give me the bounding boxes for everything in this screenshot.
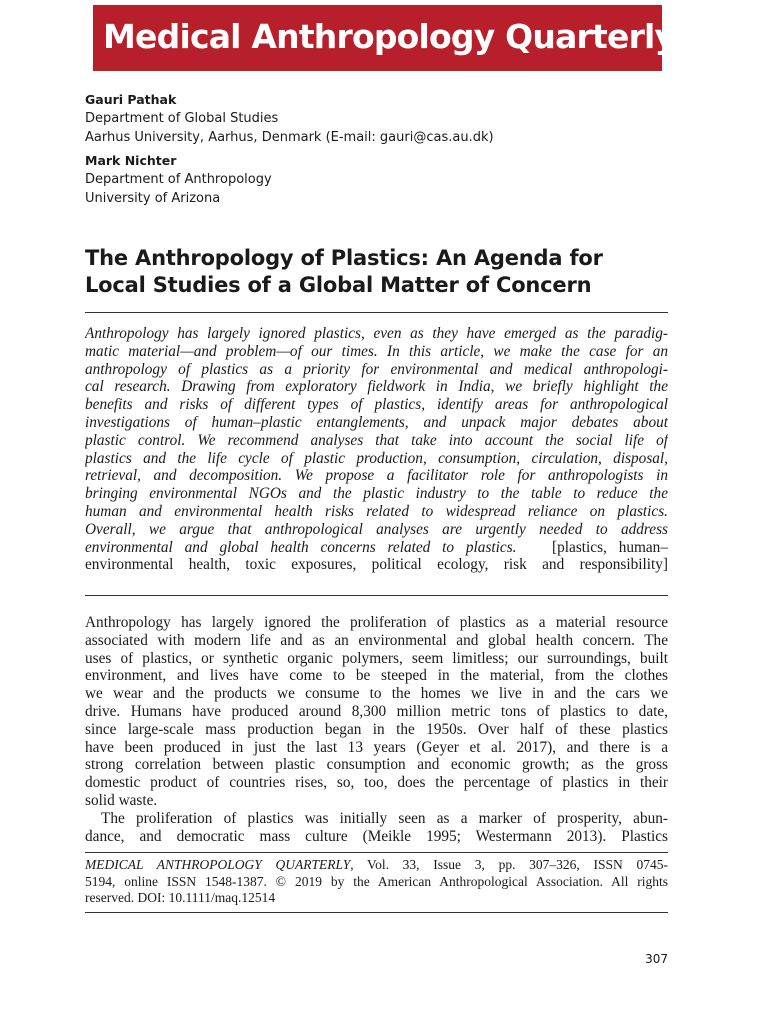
page-number: 307 <box>645 952 668 966</box>
abstract-keywords-line <box>85 539 668 557</box>
footer-divider-bottom <box>85 912 668 913</box>
author-affiliation-line: Department of Anthropology <box>85 172 272 187</box>
author-affiliation-line: Aarhus University, Aarhus, Denmark (E-mail: gauri@cas.au.dk) <box>85 130 494 145</box>
footer-line: 5194, online ISSN 1548-1387. © 2019 by the American Anthropological Association. All rights <box>85 873 668 889</box>
abstract-closing-text: environmental and global health concerns related to plastics. <box>85 538 517 556</box>
body-line: solid waste. <box>85 791 158 809</box>
abstract-line: Overall, we argue that anthropological analyses are urgently needed to address <box>85 520 668 538</box>
body-line: environment, and lives have come to be steeped in the material, from the clothes <box>85 667 668 685</box>
author-affiliation-line: Department of Global Studies <box>85 111 279 126</box>
abstract-line: bringing environmental NGOs and the plastic industry to the table to reduce the <box>85 485 668 503</box>
abstract-line: retrieval, and decomposition. We propose a facilitator role for anthropologists in <box>85 467 668 485</box>
footer-divider-top <box>85 852 668 853</box>
author-affiliation-line: University of Arizona <box>85 191 221 206</box>
author-block <box>85 151 685 208</box>
author-block <box>85 90 685 147</box>
body-line: associated with modern life and as an environmental and global health concern. The <box>85 631 668 649</box>
abstract-line: investigations of human–plastic entanglements, and unpack major debates about <box>85 413 668 431</box>
abstract-divider <box>85 595 668 596</box>
abstract <box>85 325 668 574</box>
body-line: have been produced in just the last 13 years (Geyer et al. 2017), and there is a <box>85 738 668 756</box>
journal-banner-title: Medical Anthropology Quarterly <box>103 17 676 56</box>
abstract-line: plastics and the life cycle of plastic production, consumption, circulation, disposal, <box>85 449 668 467</box>
abstract-line: Anthropology has largely ignored plastics, even as they have emerged as the paradig- <box>85 325 668 342</box>
abstract-line: human and environmental health risks related to widespread reliance on plastics. <box>85 502 668 520</box>
title-divider <box>85 312 668 313</box>
abstract-line: matic material—and problem—of our times. In this article, we make the case for an <box>85 342 668 360</box>
author-name: Gauri Pathak <box>85 92 177 107</box>
citation-footer <box>85 857 668 907</box>
keywords-start: [plastics, human– <box>552 538 668 556</box>
keywords-line: environmental health, toxic exposures, political ecology, risk and responsibility] <box>85 556 668 574</box>
footer-volume-info: , Vol. 33, Issue 3, pp. 307–326, ISSN 0745- <box>350 857 668 872</box>
footer-line: reserved. DOI: 10.1111/maq.12514 <box>85 890 276 905</box>
body-line: we wear and the products we consume to the homes we live in and the cars we <box>85 685 668 703</box>
body-line: dance, and democratic mass culture (Meikle 1995; Westermann 2013). Plastics <box>85 827 668 845</box>
article-title-line: The Anthropology of Plastics: An Agenda for <box>85 246 603 270</box>
body-line: The proliferation of plastics was initially seen as a marker of prosperity, abun- <box>101 809 668 827</box>
author-list <box>85 90 685 212</box>
article-title-line: Local Studies of a Global Matter of Concern <box>85 273 592 297</box>
author-name: Mark Nichter <box>85 153 177 168</box>
body-line: strong correlation between plastic consumption and economic growth; as the gross <box>85 756 668 774</box>
abstract-line: plastic control. We recommend analyses that take into account the social life of <box>85 431 668 449</box>
abstract-line: cal research. Drawing from exploratory fieldwork in India, we briefly highlight the <box>85 378 668 396</box>
article-title <box>85 245 685 299</box>
body-line: uses of plastics, or synthetic organic polymers, seem limitless; our surroundings, built <box>85 649 668 667</box>
body-text <box>85 614 668 845</box>
body-line: domestic product of countries rises, so, too, does the percentage of plastics in their <box>85 774 668 792</box>
abstract-line: anthropology of plastics as a priority for environmental and medical anthropologi- <box>85 360 668 378</box>
body-line: drive. Humans have produced around 8,300 million metric tons of plastics to date, <box>85 702 668 720</box>
journal-banner <box>93 5 676 71</box>
abstract-line: benefits and risks of different types of plastics, identify areas for anthropological <box>85 396 668 414</box>
body-line: Anthropology has largely ignored the proliferation of plastics as a material resource <box>85 614 668 631</box>
footer-journal-name: MEDICAL ANTHROPOLOGY QUARTERLY <box>85 857 351 872</box>
footer-line <box>85 857 668 874</box>
body-line: since large-scale mass production began in the 1950s. Over half of these plastics <box>85 720 668 738</box>
